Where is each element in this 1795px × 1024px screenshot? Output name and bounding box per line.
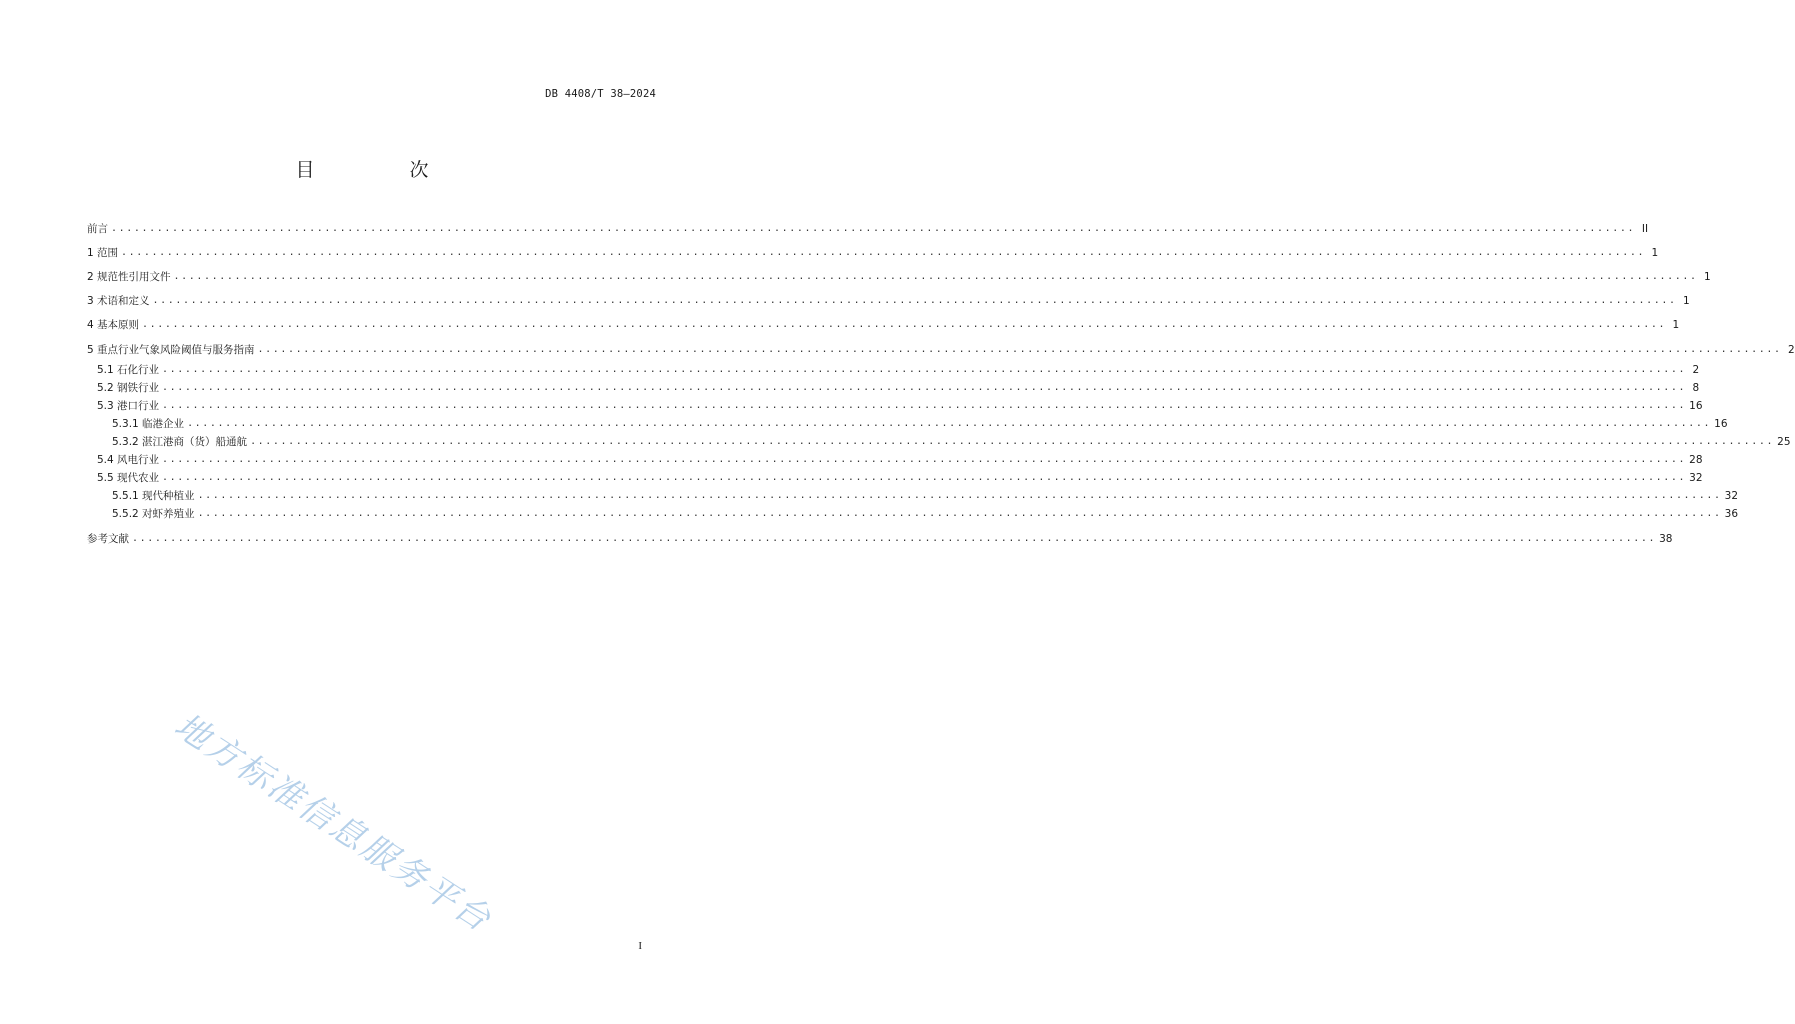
toc-entry-label: 4 基本原则 <box>87 319 140 331</box>
toc-leader-dots: ........................................................................................................................................................................................................ <box>257 344 1782 355</box>
toc-entry-page: 1 <box>1651 247 1659 259</box>
toc-entry-label: 5.2 钢铁行业 <box>97 382 160 394</box>
toc-leader-dots: ........................................................................................................................................................................................................ <box>197 508 1722 519</box>
toc-entry[interactable] <box>97 397 1703 413</box>
toc-entry-label: 5.3.1 临港企业 <box>112 418 185 430</box>
toc-entry-page: 16 <box>1689 400 1703 412</box>
toc-entry[interactable] <box>97 469 1703 485</box>
toc-entry-page: 1 <box>1672 319 1680 331</box>
toc-entry-label: 3 术语和定义 <box>87 295 150 307</box>
toc-entry[interactable] <box>87 292 1690 308</box>
toc-leader-dots: ........................................................................................................................................................................................................ <box>162 472 1687 483</box>
toc-leader-dots: ........................................................................................................................................................................................................ <box>152 295 1677 306</box>
toc-entry-label: 5.3 港口行业 <box>97 400 160 412</box>
toc-leader-dots: ........................................................................................................................................................................................................ <box>187 418 1712 429</box>
toc-leader-dots: ........................................................................................................................................................................................................ <box>111 223 1636 234</box>
toc-entry-label: 5.5.2 对虾养殖业 <box>112 508 195 520</box>
toc-entry-label: 5.1 石化行业 <box>97 364 160 376</box>
toc-leader-dots: ........................................................................................................................................................................................................ <box>162 454 1687 465</box>
toc-entry-label: 前言 <box>87 223 108 235</box>
toc-entry-page: 8 <box>1692 382 1700 394</box>
toc-entry[interactable] <box>112 505 1739 521</box>
toc-entry-label: 5.5.1 现代种植业 <box>112 490 195 502</box>
toc-entry[interactable] <box>112 433 1791 449</box>
toc-entry-page: 38 <box>1659 533 1673 545</box>
toc-entry-page: 1 <box>1682 295 1690 307</box>
page-title: 目 次 <box>295 159 467 181</box>
toc-entry-label: 参考文献 <box>87 533 129 545</box>
toc-leader-dots: ........................................................................................................................................................................................................ <box>121 247 1646 258</box>
toc-entry-label: 5.3.2 湛江港商（货）船通航 <box>112 436 248 448</box>
toc-leader-dots: ........................................................................................................................................................................................................ <box>142 319 1667 330</box>
toc-leader-dots: ........................................................................................................................................................................................................ <box>162 382 1687 393</box>
toc-entry-page: 2 <box>1692 364 1700 376</box>
toc-entry[interactable] <box>87 268 1711 284</box>
toc-entry[interactable] <box>97 379 1700 395</box>
toc-leader-dots: ........................................................................................................................................................................................................ <box>250 436 1775 447</box>
toc-leader-dots: ........................................................................................................................................................................................................ <box>162 364 1687 375</box>
toc-entry-page: 28 <box>1689 454 1703 466</box>
toc-entry[interactable] <box>87 220 1649 236</box>
toc-entry-label: 2 规范性引用文件 <box>87 271 171 283</box>
watermark-text: 地方标准信息服务平台 <box>167 705 500 941</box>
toc-entry-page: II <box>1641 223 1649 235</box>
toc-entry-page: 32 <box>1724 490 1739 502</box>
toc-entry-page: 2 <box>1787 344 1795 356</box>
toc-entry[interactable] <box>87 316 1680 332</box>
toc-leader-dots: ........................................................................................................................................................................................................ <box>173 271 1698 282</box>
toc-leader-dots: ........................................................................................................................................................................................................ <box>132 533 1657 544</box>
toc-entry[interactable] <box>97 361 1700 377</box>
toc-entry[interactable] <box>112 415 1728 431</box>
toc-entry-page: 36 <box>1724 508 1739 520</box>
toc-entry-page: 16 <box>1714 418 1728 430</box>
toc-entry[interactable] <box>87 341 1795 357</box>
toc-leader-dots: ........................................................................................................................................................................................................ <box>162 400 1687 411</box>
doc-code: DB 4408/T 38—2024 <box>545 88 656 100</box>
toc-entry-page: 32 <box>1689 472 1703 484</box>
toc-entry-label: 1 范围 <box>87 247 119 259</box>
toc-entry-label: 5 重点行业气象风险阈值与服务指南 <box>87 344 255 356</box>
toc-entry[interactable] <box>87 244 1659 260</box>
toc-entry-label: 5.5 现代农业 <box>97 472 160 484</box>
toc-entry[interactable] <box>87 530 1673 546</box>
toc-entry-page: 1 <box>1703 271 1711 283</box>
toc-entry-label: 5.4 风电行业 <box>97 454 160 466</box>
toc-leader-dots: ........................................................................................................................................................................................................ <box>197 490 1722 501</box>
page-number: I <box>638 940 642 952</box>
toc-entry[interactable] <box>97 451 1703 467</box>
toc-entry[interactable] <box>112 487 1739 503</box>
toc-entry-page: 25 <box>1777 436 1791 448</box>
